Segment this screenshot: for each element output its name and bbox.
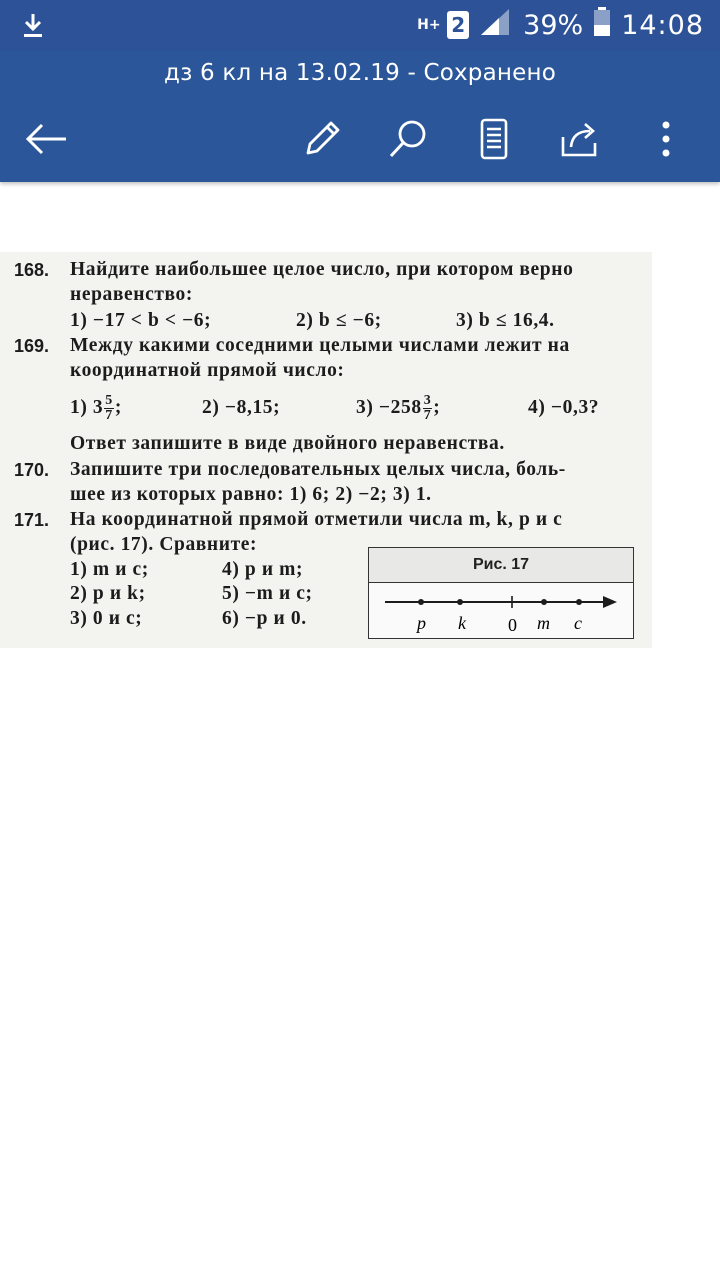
more-vertical-icon bbox=[658, 119, 674, 159]
figure-title: Рис. 17 bbox=[369, 548, 633, 583]
exercise-169-text: Между какими соседними целыми числами лежит на bbox=[70, 335, 570, 356]
exercise-171-option4: 4) p и m; bbox=[222, 559, 304, 580]
exercise-168-line1: 168. bbox=[14, 260, 50, 280]
exercise-169-option4: 4) −0,3? bbox=[528, 397, 600, 418]
back-arrow-icon bbox=[24, 119, 68, 159]
point-c bbox=[576, 599, 582, 605]
exercise-170-text: Запишите три последовательных целых числа, боль- bbox=[70, 459, 566, 480]
exercise-168-option3: 3) b ≤ 16,4. bbox=[456, 310, 555, 331]
exercise-171-option2: 2) p и k; bbox=[70, 583, 146, 604]
search-icon bbox=[386, 117, 430, 161]
fraction: $\frac{5}{7}$ bbox=[105, 393, 113, 423]
exercise-171-number: 171. bbox=[14, 510, 50, 530]
label-p: p bbox=[417, 613, 426, 633]
exercise-171-option5: 5) −m и c; bbox=[222, 583, 313, 604]
pencil-icon bbox=[300, 117, 344, 161]
reading-view-icon bbox=[474, 117, 514, 161]
download-icon bbox=[20, 10, 46, 40]
share-button[interactable] bbox=[556, 115, 604, 163]
battery-percent: 39% bbox=[523, 9, 584, 41]
edit-button[interactable] bbox=[298, 115, 346, 163]
exercise-171-text: На координатной прямой отметили числа m, k, p и c bbox=[70, 509, 563, 530]
fraction: $\frac{3}{7}$ bbox=[423, 393, 432, 423]
reading-view-button[interactable] bbox=[470, 115, 518, 163]
exercise-171-option1: 1) m и c; bbox=[70, 559, 149, 580]
exercise-169-option2: 2) −8,15; bbox=[202, 397, 281, 418]
exercise-168-option1: 1) −17 < b < −6; bbox=[70, 310, 212, 331]
figure-17 bbox=[368, 547, 634, 639]
exercise-171-text2: (рис. 17). Сравните: bbox=[70, 534, 258, 555]
exercise-168-text2: неравенство: bbox=[70, 284, 193, 305]
exercise-170-number: 170. bbox=[14, 460, 50, 480]
exercise-168-option2: 2) b ≤ −6; bbox=[296, 310, 382, 331]
back-button[interactable] bbox=[22, 115, 70, 163]
exercise-169-option3: 3) −258 $\frac{3}{7}$ ; bbox=[356, 393, 441, 423]
app-bar bbox=[0, 50, 720, 182]
point-k bbox=[457, 599, 463, 605]
label-c: c bbox=[574, 613, 582, 633]
sim-badge: 2 bbox=[447, 11, 469, 39]
network-type: H+ bbox=[417, 17, 441, 33]
label-zero: 0 bbox=[508, 615, 517, 635]
share-icon bbox=[558, 117, 602, 161]
status-bar bbox=[0, 0, 720, 50]
exercise-169-number: 169. bbox=[14, 336, 50, 356]
point-p bbox=[418, 599, 424, 605]
more-options-button[interactable] bbox=[642, 115, 690, 163]
exercise-170-text2: шее из которых равно: 1) 6; 2) −2; 3) 1. bbox=[70, 484, 432, 505]
exercise-171-option3: 3) 0 и c; bbox=[70, 608, 143, 629]
point-m bbox=[541, 599, 547, 605]
number-line bbox=[369, 584, 633, 638]
exercise-169-note: Ответ запишите в виде двойного неравенства. bbox=[70, 433, 505, 454]
clock: 14:08 bbox=[621, 9, 704, 41]
status-right bbox=[417, 6, 704, 44]
label-m: m bbox=[537, 613, 550, 633]
document-title: дз 6 кл на 13.02.19 - Сохранено bbox=[163, 60, 556, 86]
battery-icon bbox=[593, 7, 611, 44]
signal-icon bbox=[479, 7, 513, 44]
label-k: k bbox=[458, 613, 466, 633]
exercise-171-option6: 6) −p и 0. bbox=[222, 608, 307, 629]
exercise-169-text2: координатной прямой число: bbox=[70, 360, 345, 381]
search-button[interactable] bbox=[384, 115, 432, 163]
exercise-168-text: Найдите наибольшее целое число, при котором верно bbox=[70, 259, 574, 280]
exercise-169-option1: 1) 3 $\frac{5}{7}$ ; bbox=[70, 393, 122, 423]
